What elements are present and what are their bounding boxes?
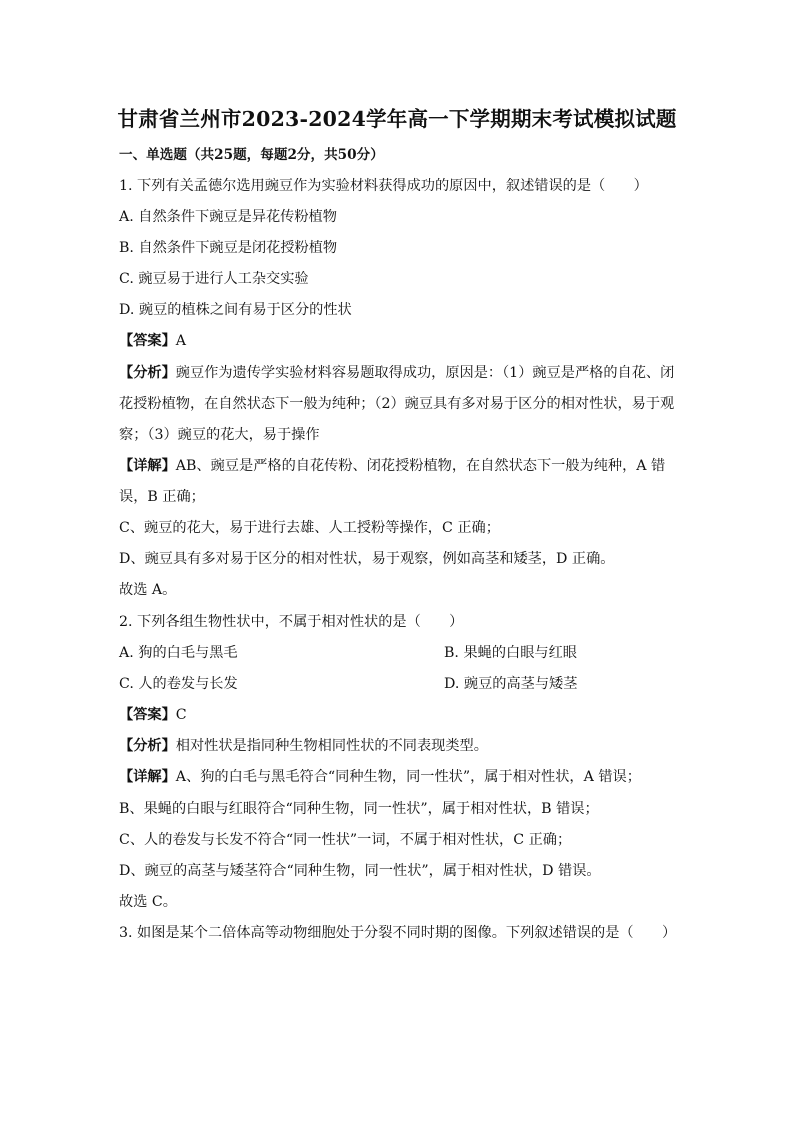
answer-value: C [175,707,187,723]
analysis-tag: 【分析】 [119,365,176,381]
q2-answer [119,705,679,725]
q2-option-b: B. 果蝇的白眼与红眼 [444,645,577,661]
answer-tag: 【答案】 [119,333,176,349]
answer-value: A [175,333,187,349]
q1-stem: 1. 下列有关孟德尔选用豌豆作为实验材料获得成功的原因中，叙述错误的是（ ） [119,178,648,194]
detail-tag: 【详解】 [119,458,176,474]
q2-detail-line-1 [119,767,679,787]
detail-text: AB、豌豆是严格的自花传粉、闭花授粉植物，在自然状态下一般为纯种，A 错 [175,458,666,474]
detail-tag: 【详解】 [119,769,176,785]
q1-detail-line-1 [119,456,679,476]
q1-detail-line-2: 误，B 正确； [119,489,205,505]
q2-option-d: D. 豌豆的高茎与矮茎 [444,676,578,692]
q1-option-a: A. 自然条件下豌豆是异花传粉植物 [119,209,337,225]
q1-option-d: D. 豌豆的植株之间有易于区分的性状 [119,302,352,318]
q2-conclusion: 故选 C。 [119,894,177,910]
q1-analysis-line-1 [119,363,679,383]
q2-detail-line-4: D、豌豆的高茎与矮茎符合“同种生物，同一性状”，属于相对性状，D 错误。 [119,863,601,879]
q1-option-c: C. 豌豆易于进行人工杂交实验 [119,271,309,287]
section-heading: 一、单选题（共25题，每题2分，共50分） [119,147,384,163]
analysis-text: 豌豆作为遗传学实验材料容易题取得成功，原因是：（1）豌豆是严格的自花、闭 [175,365,675,381]
q2-stem: 2. 下列各组生物性状中，不属于相对性状的是（ ） [119,614,464,630]
q2-analysis-line-1 [119,736,679,756]
q1-option-b: B. 自然条件下豌豆是闭花授粉植物 [119,240,338,256]
q3-stem: 3. 如图是某个二倍体高等动物细胞处于分裂不同时期的图像。下列叙述错误的是（ ） [119,925,677,941]
q2-option-c: C. 人的卷发与长发 [119,676,238,692]
analysis-text: 相对性状是指同种生物相同性状的不同表现类型。 [175,738,488,754]
q1-analysis-line-3: 察；（3）豌豆的花大，易于操作 [119,427,320,443]
document-title: 甘肃省兰州市2023-2024学年高一下学期期末考试模拟试题 [117,107,677,131]
q1-detail-line-3: C、豌豆的花大，易于进行去雄、人工授粉等操作，C 正确； [119,520,500,536]
q2-option-a: A. 狗的白毛与黑毛 [119,645,238,661]
analysis-tag: 【分析】 [119,738,176,754]
q1-answer [119,331,679,351]
detail-text: A、狗的白毛与黑毛符合“同种生物，同一性状”，属于相对性状，A 错误； [175,769,641,785]
q2-detail-line-2: B、果蝇的白眼与红眼符合“同种生物，同一性状”，属于相对性状，B 错误； [119,801,599,817]
q1-detail-line-4: D、豌豆具有多对易于区分的相对性状，易于观察，例如高茎和矮茎，D 正确。 [119,551,615,567]
q2-detail-line-3: C、人的卷发与长发不符合“同一性状”一词，不属于相对性状，C 正确； [119,832,572,848]
answer-tag: 【答案】 [119,707,176,723]
q1-analysis-line-2: 花授粉植物，在自然状态下一般为纯种；（2）豌豆具有多对易于区分的相对性状，易于观 [119,396,675,412]
q1-conclusion: 故选 A。 [119,582,177,598]
